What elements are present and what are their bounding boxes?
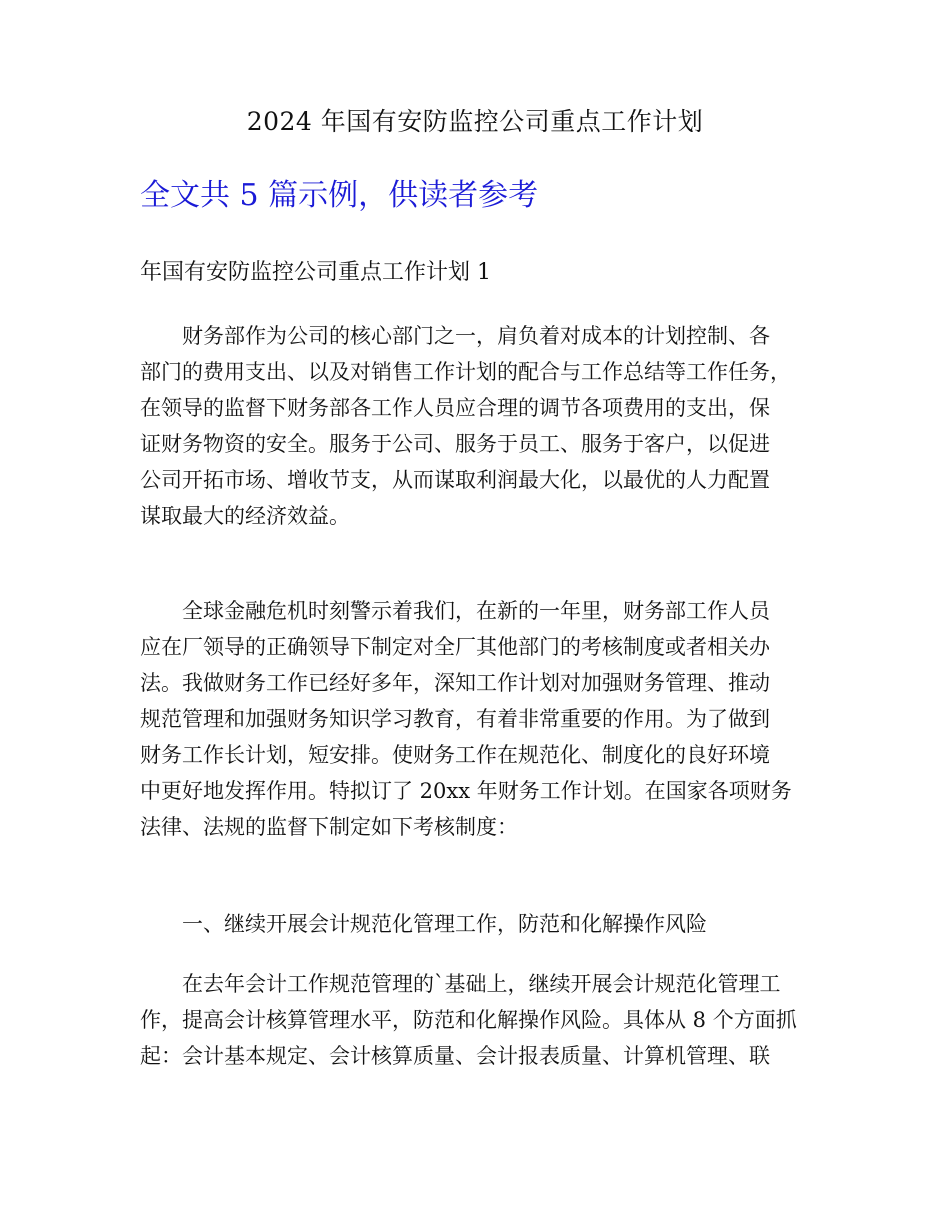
paragraph-line: 作，提高会计核算管理水平，防范和化解操作风险。具体从 8 个方面抓 [140, 1008, 797, 1032]
paragraph-line: 证财务物资的安全。服务于公司、服务于员工、服务于客户，以促进 [140, 432, 770, 456]
document-subtitle: 全文共 5 篇示例，供读者参考 [140, 178, 539, 213]
paragraph-line: 应在厂领导的正确领导下制定对全厂其他部门的考核制度或者相关办 [140, 635, 770, 659]
section-heading: 年国有安防监控公司重点工作计划 1 [140, 260, 491, 285]
paragraph-line: 财务工作长计划，短安排。使财务工作在规范化、制度化的良好环境 [140, 743, 770, 767]
paragraph-line: 一、继续开展会计规范化管理工作，防范和化解操作风险 [140, 912, 707, 936]
paragraph-line: 规范管理和加强财务知识学习教育，有着非常重要的作用。为了做到 [140, 707, 770, 731]
paragraph-line: 全球金融危机时刻警示着我们，在新的一年里，财务部工作人员 [140, 599, 770, 623]
paragraph-line: 在去年会计工作规范管理的`基础上，继续开展会计规范化管理工 [140, 972, 781, 996]
paragraph [140, 593, 820, 845]
paragraph-line: 在领导的监督下财务部各工作人员应合理的调节各项费用的支出，保 [140, 396, 770, 420]
document-title: 2024 年国有安防监控公司重点工作计划 [246, 107, 704, 136]
paragraph-line: 起：会计基本规定、会计核算质量、会计报表质量、计算机管理、联 [140, 1044, 770, 1068]
paragraph-line: 谋取最大的经济效益。 [140, 504, 350, 528]
paragraph [140, 906, 820, 942]
paragraph [140, 966, 820, 1074]
paragraph-line: 部门的费用支出、以及对销售工作计划的配合与工作总结等工作任务， [140, 360, 791, 384]
paragraph-line: 法。我做财务工作已经好多年，深知工作计划对加强财务管理、推动 [140, 671, 770, 695]
paragraph [140, 318, 820, 534]
paragraph-line: 法律、法规的监督下制定如下考核制度： [140, 815, 518, 839]
paragraph-line: 财务部作为公司的核心部门之一，肩负着对成本的计划控制、各 [140, 324, 770, 348]
paragraph-line: 中更好地发挥作用。特拟订了 20xx 年财务工作计划。在国家各项财务 [140, 779, 792, 803]
paragraph-line: 公司开拓市场、增收节支，从而谋取利润最大化，以最优的人力配置 [140, 468, 770, 492]
